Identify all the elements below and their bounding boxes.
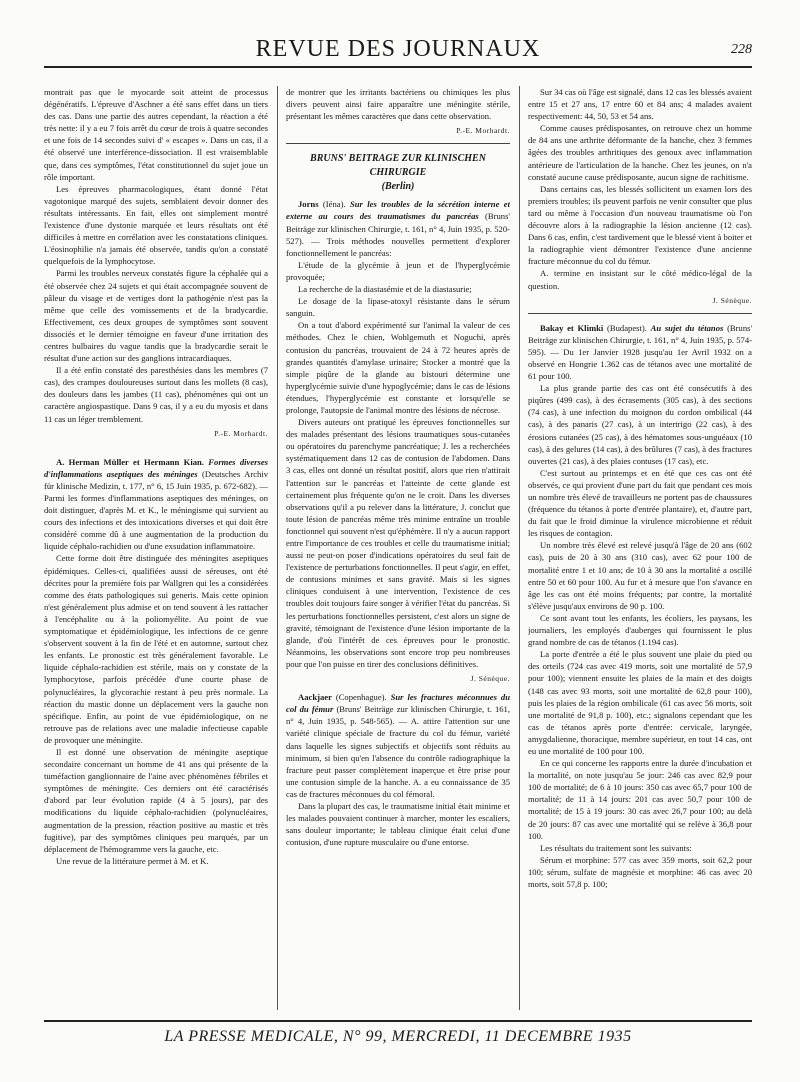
paragraph: Sérum et morphine: 577 cas avec 359 morts, soit 62,2 pour 100; sérum, sulfate de magnésie et morphine: 46 cas avec 20 morts, soit 57,8 p. 100; — [528, 854, 752, 889]
column-left — [44, 86, 268, 1010]
article-title: Formes diverses d'inflammations aseptiques des méninges — [44, 456, 268, 479]
paragraph: de montrer que les irritants bactériens ou chimiques les plus divers peuvent ainsi faire apparaître une méningite stérile, présentant les mêmes caractères que dans cette observation. — [286, 87, 510, 122]
paragraph: Dans certains cas, les blessés sollicitent un examen lors des premiers troubles; ils peuvent parfois ne venir consulter que plus tard ou même à l'occasion d'un nouveau traumatisme où l'on découvre alors à la radiographie la lésion ancienne (12 cas). Dans 6 cas, enfin, c'est tardivement que le blessé vient à boiter et la radiographie vient démontrer l'existence d'une ancienne fracture méconnue du col du fémur. — [528, 183, 752, 267]
journal-city: (Berlin) — [381, 181, 415, 193]
paragraph: A. termine en insistant sur le côté médico-légal de la question. — [528, 268, 752, 291]
column-divider — [277, 86, 278, 1010]
paragraph: Il a été enfin constaté des paresthésies dans les membres (7 cas), des crampes douloureuses surtout dans les mollets (8 cas), des douleurs dans les jambes (11 cas), phénomènes qui ont un caractère angiospastique. Dans 9 cas, il y a eu du myosis et dans 11 cas un léger tremblement. — [44, 365, 268, 424]
page-number: 228 — [731, 42, 752, 57]
paragraph: Une revue de la littérature permet à M. et K. — [56, 855, 209, 866]
journal-heading — [286, 152, 510, 194]
article-title: Au sujet du tétanos — [650, 322, 724, 333]
column-middle — [286, 86, 510, 1010]
author-signature: P.-E. Morhardt. — [214, 428, 268, 438]
author-signature: J. Sénèque. — [712, 295, 752, 305]
article-lead — [286, 198, 510, 258]
paragraph: Les résultats du traitement sont les suivants: — [540, 842, 692, 853]
paragraph: On a tout d'abord expérimenté sur l'animal la valeur de ces méthodes. Chez le chien, Wohlgemuth et Noguchi, après contusion du pancréas, trouvaient de 24 à 72 heures après de grandes quantités d'amylase urinaire; Stocker a montré que la simple piqûre de la glande au bistouri détermine une hyperglycémie suivie d'une hypoglycémie; dans le cas de lésions étendues, l'hyperglycémie est constante et lorsqu'elle se prolonge, l'autopsie de l'animal montre des lésions de nécrose. — [286, 320, 510, 415]
article-columns — [44, 86, 752, 1010]
article-lead — [528, 322, 752, 382]
article-lead — [286, 691, 510, 800]
paragraph: Comme causes prédisposantes, on retrouve chez un homme de 84 ans une arthrite déformante de la hanche, chez 3 femmes âgées des troubles arthritiques des genoux avec inflammation antérieure de l'articulation de la hanche. Chez les jeunes, on n'a constaté aucune cause prédisposante, aucun signe de rachitisme. — [528, 123, 752, 182]
article-authors: Bakay et Klimki — [540, 322, 604, 333]
article-reference: (Deutsches Archiv für klinische Medizin, t. 177, n° 6, 15 Juin 1935, p. 672-682). — Parmi les formes d'inflammations aseptiques des méninges, on doit distinguer, d'après M. et K., le méningisme qui survient au cours des infections et des intoxications diverses et qui doit être considéré comme dû à une augmentation de la production du liquide céphalo-rachidien ou d'une exsudation inflammatoire. — [44, 468, 268, 552]
author-city: (Copenhague). — [335, 692, 387, 703]
author-signature: J. Sénèque. — [470, 674, 510, 684]
journal-section-title: REVUE DES JOURNAUX — [255, 36, 541, 62]
section-divider — [286, 143, 510, 144]
article-authors: A. Herman Müller et Hermann Kian. — [56, 456, 204, 467]
article-authors: Aackjaer — [298, 692, 332, 703]
paragraph: Cette forme doit être distinguée des méningites aseptiques épidémiques. Celles-ci, qualifiées aussi de séreuses, ont été décrites pour la première fois par Wallgren qui les a considérées comme des états pathologiques sui generis. Mais cette opinion n'est généralement plus admise et on tend souvent à les rattacher à l'encéphalite ou à la poliomyélite. Au point de vue symptomatique et épidémiologique, les infections de ce genre s'observent souvent à la fin de l'été et en automne, surtout chez les enfants. Le pronostic est très généralement favorable. Le liquide céphalo-rachidien est stérile, mais on y constate de la lymphocytose, parfois précédée d'une courte phase de polynucléaires, la glycorachie restant à peu près normale. La réaction du mastic donne un déplacement vers la gauche non spécifique. Enfin, au point de vue épidémiologique, on ne retrouve pas de relations avec une maladie infectieuse capable de provoquer une méningite. — [44, 553, 268, 745]
page-footer: LA PRESSE MEDICALE, N° 99, MERCREDI, 11 DECEMBRE 1935 — [44, 1020, 752, 1046]
paragraph: La porte d'entrée a été le plus souvent une plaie du pied ou des orteils (724 cas avec 419 morts, soit une mortalité de 57,9 pour 100); viennent ensuite les plaies de la main et des doigts (148 cas avec 93 morts, soit une mortalité de 62,8 pour 100), puis les plaies de la région ombilicale (61 cas avec 56 morts, soit une mortalité de 91,8 p. 100), etc.; signalons cependant que les cas de tétanos après porte d'entrée: cervicale, laryngée, amygdalienne, thoracique, membre supérieur, en tout 14 cas, ont eu une mortalité de 100 pour 100. — [528, 649, 752, 756]
paragraph: Il est donné une observation de méningite aseptique secondaire concernant un homme de 41 ans qui présente de la tuméfaction ganglionnaire de l'aine avec phénomènes fébriles et symptômes de méningite. Ces derniers ont été caractérisés d'abord par leur évolution rapide (4 à 5 jours), par des modifications du liquide céphalo-rachidien (polynucléaires, augmentation de la pression, réaction positive au mastic et très fugitive), par des symptômes cliniques peu marqués, par un déplacement de l'hémogramme vers la gauche, etc. — [44, 746, 268, 854]
paragraph: Un nombre très élevé est relevé jusqu'à l'âge de 20 ans (602 cas), puis de 20 à 30 ans (310 cas), avec 62 pour 100 de mortalité entre 1 et 10 ans; de 10 à 30 ans la mortalité a oscillé entre 50 et 60 pour 100. Au fur et à mesure que l'on s'avance en âge les cas ont été moins fréquents; par contre, la mortalité s'élève jusqu'aux environs de 90 p. 100. — [528, 540, 752, 611]
paragraph: C'est surtout au printemps et en été que ces cas ont été observés, ce qui provient d'une part du fait que pendant ces mois un nombre très élevé de travailleurs ne portent pas de chaussures (fréquence du tétanos à porte d'entrée plantaire), et, d'autre part, du fait que le froid diminue la virulence microbienne et réduit les risques de contagion. — [528, 467, 752, 539]
article-lead — [44, 456, 268, 553]
article-title: Sur les fractures méconnues du col du fémur — [286, 692, 510, 715]
journal-name: BRUNS' BEITRAGE ZUR KLINISCHEN CHIRURGIE — [310, 153, 486, 179]
author-signature: P.-E. Morhardt. — [456, 126, 510, 136]
paragraph: En ce qui concerne les rapports entre la durée d'incubation et la mortalité, on note jusqu'au 5e jour: 246 cas avec 82,9 pour 100 de mortalité; de 6 à 10 jours: 350 cas avec 65,7 pour 100 de mortalité; de 11 à 14 jours: 201 cas avec 50,7 pour 100 de mortalité; de 15 à 19 jours: 30 cas avec 26,7 pour 100; au delà de 20 jours: 87 cas avec une mortalité qui se relève à 36,8 pour 100. — [528, 758, 752, 841]
article-reference: (Bruns' Beiträge zur klinischen Chirurgie, t. 161, n° 4, Juin 1935, p. 520-527). — Trois méthodes nouvelles permettent d'explorer fonctionnellement le pancréas: — [286, 211, 510, 258]
column-divider — [519, 86, 520, 1010]
article-title: Sur les troubles de la sécrétion interne et externe au cours des traumatismes du pancréas — [286, 199, 510, 222]
article-reference: (Bruns' Beiträge zur klinischen Chirurgie, t. 161, n° 4, Juin 1935, p. 574-595). — Du 1er Janvier 1928 jusqu'au 1er Avril 1932 on a observé en Hongrie 1.362 cas de tétanos avec une mortalité de 61 pour 100. — [528, 322, 752, 382]
paragraph: montrait pas que le myocarde soit atteint de processus dégénératifs. L'épreuve d'Aschner a été sans effet dans un tiers des cas. Dans une partie des autres cependant, la réaction a été très nette: il y a eu 7 fois arrêt du cœur de trois à quatre secondes et une fois de 14 secondes suivi d' « escapes ». Dans un cas, il a été observé une interférence-dissociation. Il est vraisemblable que, dans ces symptômes, l'état constitutionnel du sujet joue un rôle important. — [44, 87, 268, 182]
section-divider — [528, 313, 752, 314]
paragraph: La plus grande partie des cas ont été consécutifs à des piqûres (499 cas), à des écrasements (305 cas), à des sections (74 cas), à une infection du moignon du cordon ombilical (44 cas), à des panaris (27 cas), à un intertrigo (22 cas), à des érosions cutanées (25 cas), à des hématomes sous-unguéaux (10 cas), à des gelures (14 cas), à des brûlures (7 cas), à des fractures ouvertes (21 cas), à des plaies contuses (17 cas), etc. — [528, 383, 752, 466]
list-item: La recherche de la diastasémie et de la diastasurie; — [298, 284, 472, 295]
list-item: Le dosage de la lipase-atoxyl résistante dans le sérum sanguin. — [286, 296, 510, 319]
paragraph: Sur 34 cas où l'âge est signalé, dans 12 cas les blessés avaient entre 15 et 27 ans, 17 entre 60 et 84 ans; 4 malades avaient respectivement: 44, 50, 53 et 54 ans. — [528, 87, 752, 122]
author-city: (Iéna). — [322, 199, 346, 210]
paragraph: Divers auteurs ont pratiqué les épreuves fonctionnelles sur des malades présentant des lésions traumatiques sous-cutanées ou opératoires du parenchyme pancréatique; J. les a recherchées systématiquement dans 12 cas de contusion de l'abdomen. Dans 3 cas, elles ont donné un résultat positif, alors que rien n'attirait l'attention sur le pancréas et l'atteinte de cette glande est certainement plus fréquente qu'on ne le croit. Dans les diverses observations qu'il a pu relever dans la littérature, J. conclut que toute lésion de pancréas même très minime entraîne un trouble fonctionnel qui souvent n'est qu'éphémère. Il n'y a aucun rapport entre l'importance de ces troubles et celle du traumatisme initial; aussi ne peut-on poser d'indications opératoires du seul fait de l'existence de perturbations fonctionnelles. Il peut s'agir, en effet, de contusions minimes et sans gravité. Mais si les signes cliniques conduisent à une intervention, l'existence de ces troubles doit toujours faire songer à vérifier l'état du pancréas. Si les perturbations fonctionnelles persistent, c'est alors un signe de gravité, témoignant de l'existence d'une lésion importante de la glande, d'où l'intérêt de ces épreuves pour le pronostic. Néanmoins, les observations sont encore trop peu nombreuses pour que l'on puisse en tirer des conclusions définitives. — [286, 417, 510, 669]
paragraph: Parmi les troubles nerveux constatés figure la céphalée qui a été observée chez 24 sujets et qui était accompagnée souvent de pâleur du visage et de vertiges dont la pathogénie n'est pas la même que celle des vomissements et de la bradycardie. Effectivement, ces deux groupes de symptômes sont souvent dissociés et le dernier témoigne en faveur d'une irritation des centres bulbaires du vague tandis que la bradycardie serait le résultat d'une action sur des ganglions intracardiaques. — [44, 268, 268, 364]
paragraph: Dans la plupart des cas, le traumatisme initial était minime et les malades pouvaient continuer à marcher, monter les escaliers, sans douleur importante; le tableau clinique était celui d'une contusion, d'une rupture musculaire ou d'une entorse. — [286, 800, 510, 848]
paragraph: Ce sont avant tout les enfants, les écoliers, les paysans, les journaliers, les employés d'auberges qui fournissent le plus grand nombre de cas de tétanos (1.194 cas). — [528, 612, 752, 648]
author-city: (Budapest). — [607, 322, 647, 333]
article-authors: Jorns — [298, 199, 319, 210]
list-item: L'étude de la glycémie à jeun et de l'hyperglycémie provoquée; — [286, 259, 510, 282]
article-reference: (Bruns' Beiträge zur klinischen Chirurgie, t. 161, n° 4, Juin 1935, p. 548-565). — A. attire l'attention sur une variété clinique spéciale de fracture du col du fémur, variété dans laquelle les signes subjectifs et objectifs sont réduits au minimum, si bien qu'en l'absence du contrôle radiographique la fracture peut passer complètement inaperçue et être prise pour une contusion simple de la hanche. A. a eu connaissance de 35 cas de fractures méconnues du col fémoral. — [286, 704, 510, 799]
page-header — [44, 36, 752, 68]
column-right — [528, 86, 752, 1010]
paragraph: Les épreuves pharmacologiques, étant donné l'état vagotonique marqué des sujets, semblaient devoir donner des résultats intéressants. En fait, elles ont simplement montré l'existence d'une dystonie marquée et leurs résultats ont été difficiles à mettre en corrélation avec les constatations cliniques. L'éosinophilie n'a jamais été observée, tandis qu'on a constaté quelquefois de la lymphocytose. — [44, 183, 268, 267]
